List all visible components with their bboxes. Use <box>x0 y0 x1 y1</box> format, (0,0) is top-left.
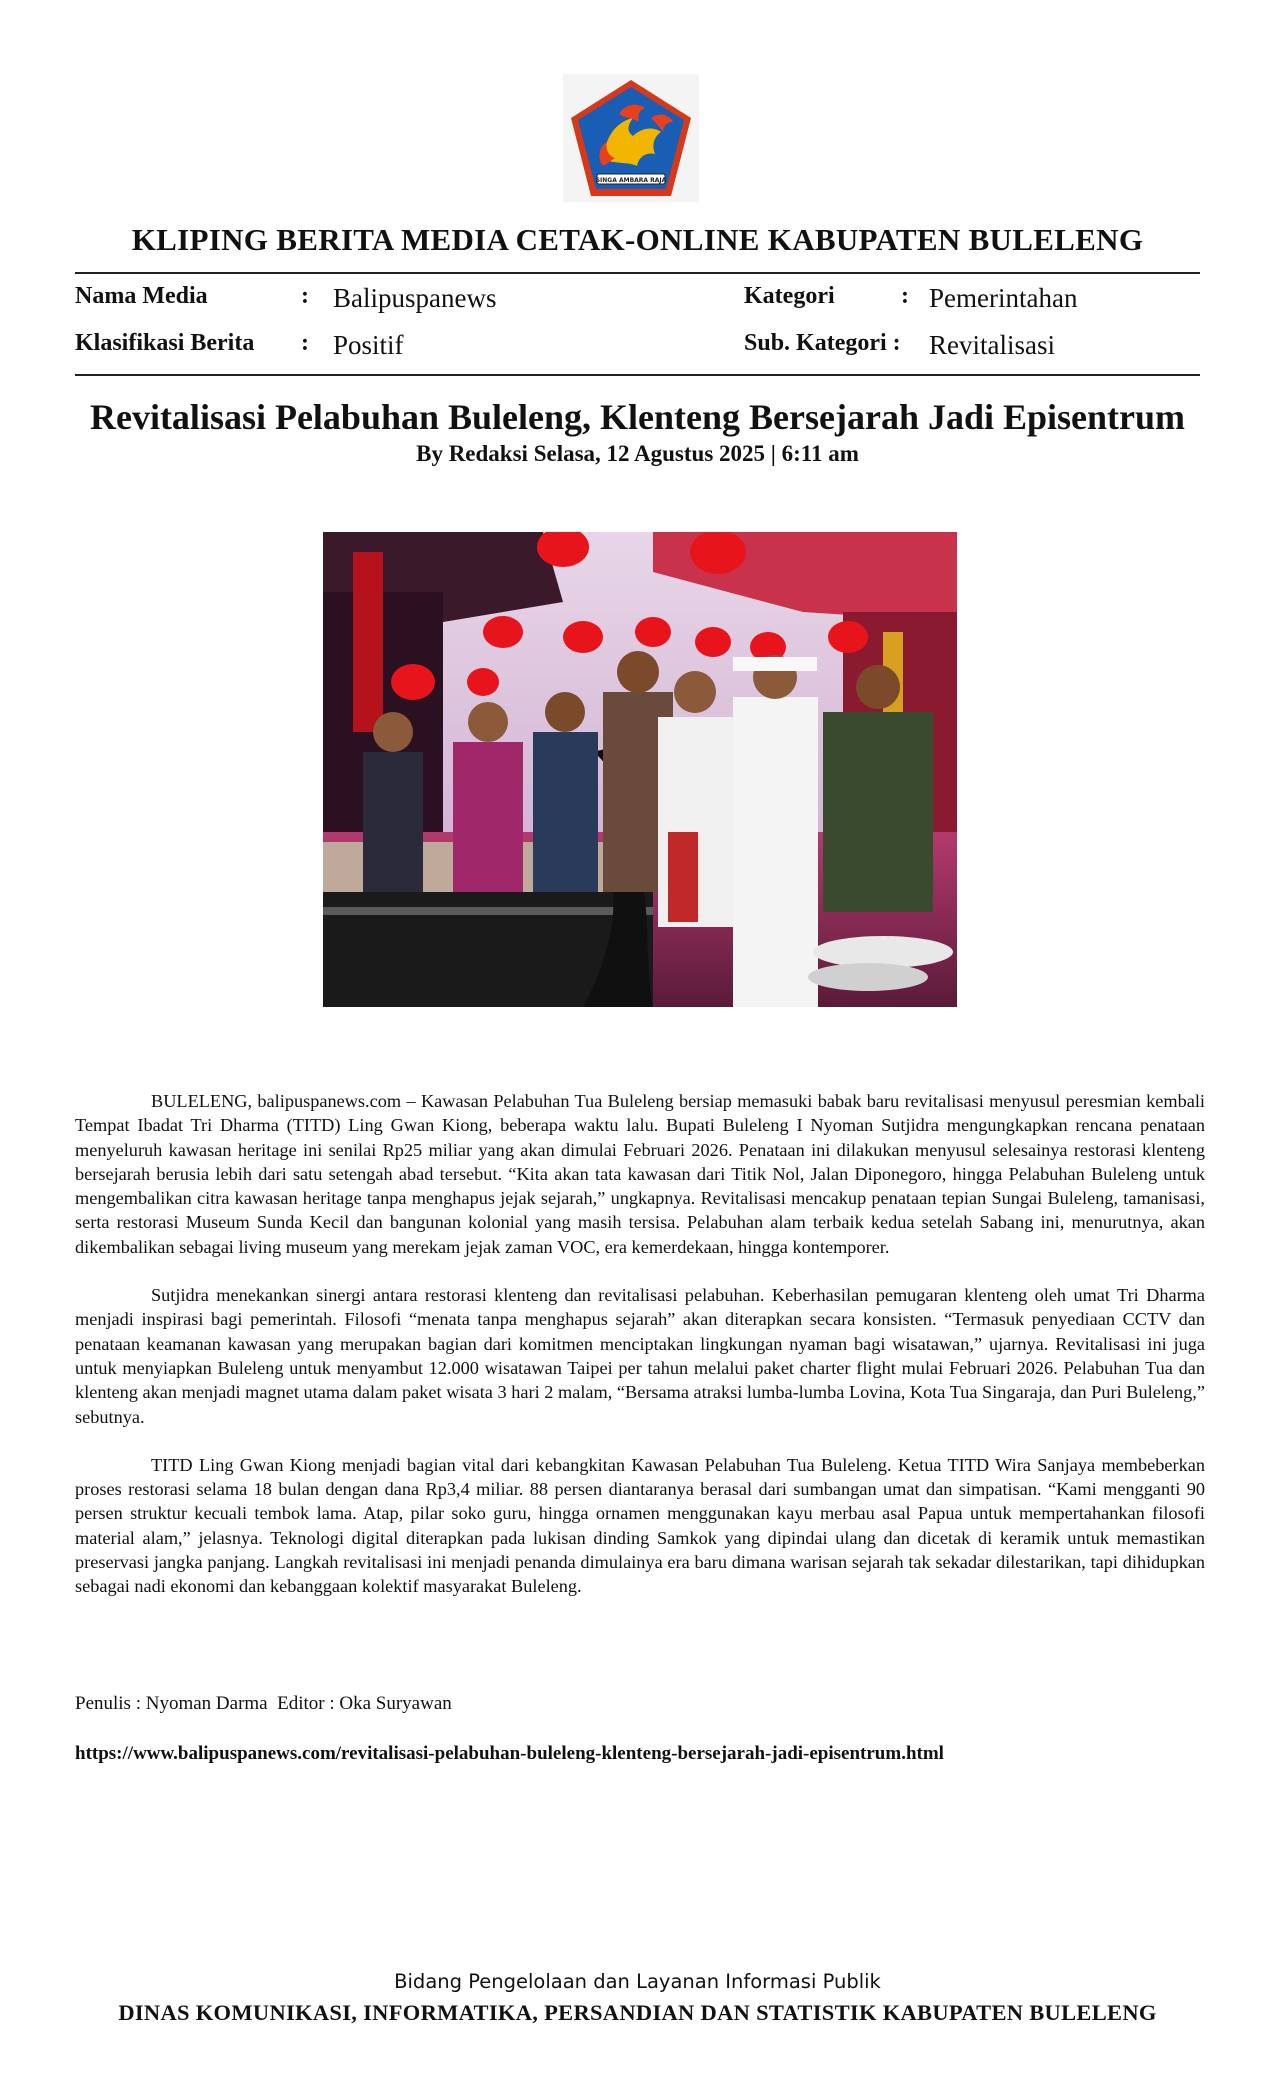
article-body <box>75 1089 1205 1623</box>
classification-label: Klasifikasi Berita <box>75 330 255 356</box>
category-colon: : <box>901 283 909 309</box>
footer-agency-name: DINAS KOMUNIKASI, INFORMATIKA, PERSANDIAN DAN STATISTIK KABUPATEN BULELENG <box>118 2000 1157 2025</box>
article-paragraph-2: Sutjidra menekankan sinergi antara restorasi klenteng dan revitalisasi pelabuhan. Keberhasilan pemugaran klenteng oleh umat Tri Dharma menjadi inspirasi bagi pemerintah. Filosofi “menata tanpa menghapus sejarah” akan diterapkan secara konsisten. “Termasuk penyediaan CCTV dan penataan keamanan kawasan yang merupakan bagian dari komitmen menciptakan lingkungan nyaman bagi wisatawan,” ujarnya. Revitalisasi ini juga untuk menyiapkan Buleleng untuk menyambut 12.000 wisatawan Taipei per tahun melalui paket charter flight mulai Februari 2026. Pelabuhan Tua dan klenteng akan menjadi magnet utama dalam paket wisata 3 hari 2 malam, “Bersama atraksi lumba-lumba Lovina, Kota Tua Singaraja, dan Puri Buleleng,” sebutnya. <box>75 1285 1205 1427</box>
classification-value: Positif <box>333 330 404 360</box>
article-paragraph-3: TITD Ling Gwan Kiong menjadi bagian vital dari kebangkitan Kawasan Pelabuhan Tua Buleleng. Ketua TITD Wira Sanjaya membeberkan proses restorasi selama 18 bulan dengan dana Rp3,4 miliar. 88 persen diantaranya berasal dari sumbangan umat dan simpatisan. “Kami mengganti 90 persen struktur kecuali tembok lama. Atap, pilar soko guru, hingga ornamen menggunakan kayu merbau asal Papua untuk mempertahankan filosofi material alam,” jelasnya. Teknologi digital diterapkan pada lukisan dinding Samkok yang dipindai ulang dan dicetak di keramik untuk memastikan preservasi jangka panjang. Langkah revitalisasi ini menjadi penanda dimulainya era baru dimana warisan sejarah tak sekadar dilestarikan, tapi dihidupkan sebagai nadi ekonomi dan kebanggaan kolektif masyarakat Buleleng. <box>75 1454 1205 1597</box>
category-value: Pemerintahan <box>929 283 1078 313</box>
header-bottom-divider <box>75 374 1200 376</box>
media-name-colon: : <box>301 283 309 309</box>
article-photo <box>323 532 957 1007</box>
media-name-label: Nama Media <box>75 283 208 309</box>
header-top-divider <box>75 272 1200 274</box>
emblem-text: SINGA AMBARA RAJA <box>595 177 667 184</box>
article-credits: Penulis : Nyoman Darma Editor : Oka Suryawan <box>75 1693 452 1714</box>
classification-colon: : <box>301 330 309 356</box>
article-byline: By Redaksi Selasa, 12 Agustus 2025 | 6:11 am <box>416 441 859 466</box>
category-label: Kategori <box>744 283 835 309</box>
emblem-svg <box>563 74 699 202</box>
temple-photo-illustration <box>323 532 957 1007</box>
article-paragraph-1: BULELENG, balipuspanews.com – Kawasan Pelabuhan Tua Buleleng bersiap memasuki babak baru revitalisasi menyusul peresmian kembali Tempat Ibadat Tri Dharma (TITD) Ling Gwan Kiong, beberapa waktu lalu. Bupati Buleleng I Nyoman Sutjidra mengungkapkan rencana penataan menyeluruh kawasan heritage ini senilai Rp25 miliar yang akan dimulai Februari 2026. Penataan ini dilakukan menyusul selesainya restorasi klenteng bersejarah berusia lebih dari satu setengah abad tersebut. “Kita akan tata kawasan dari Titik Nol, Jalan Diponegoro, hingga Pelabuhan Buleleng untuk mengembalikan citra kawasan heritage tanpa menghapus jejak sejarah,” ungkapnya. Revitalisasi mencakup penataan tepian Sungai Buleleng, tamanisasi, serta restorasi Museum Sunda Kecil dan bangunan kolonial yang masih tersisa. Pelabuhan alam terbaik kedua setelah Sabang ini, menurutnya, akan dikembalikan sebagai living museum yang merekam jejak zaman VOC, era kemerdekaan, hingga kontemporer. <box>75 1091 1205 1257</box>
media-name-value: Balipuspanews <box>333 283 497 313</box>
source-url-link[interactable]: https://www.balipuspanews.com/revitalisasi-pelabuhan-buleleng-klenteng-bersejarah-jadi-episentrum.html <box>75 1743 944 1764</box>
article-headline: Revitalisasi Pelabuhan Buleleng, Klenteng Bersejarah Jadi Episentrum <box>89 397 1186 437</box>
sub-category-label: Sub. Kategori : <box>744 330 901 356</box>
buleleng-emblem-logo <box>563 74 699 202</box>
sub-category-value: Revitalisasi <box>929 330 1055 360</box>
footer-division-name: Bidang Pengelolaan dan Layanan Informasi Publik <box>394 1970 881 1993</box>
document-title: KLIPING BERITA MEDIA CETAK-ONLINE KABUPATEN BULELENG <box>131 222 1144 257</box>
